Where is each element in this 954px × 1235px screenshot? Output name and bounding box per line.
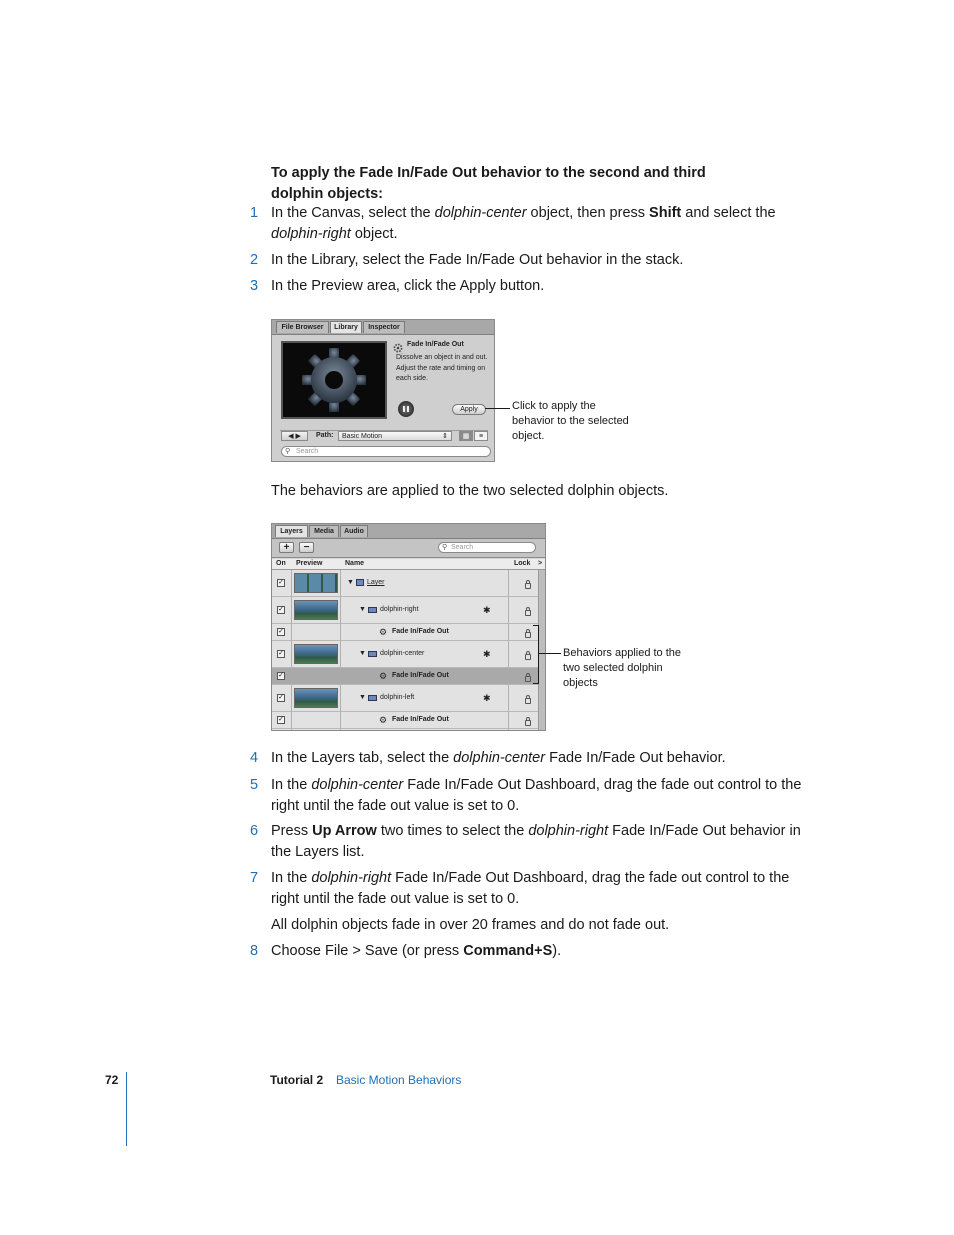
callout-bracket [533,625,539,684]
note-text: All dolphin objects fade in over 20 frames and do not fade out. [271,917,670,933]
behavior-row[interactable] [272,624,538,641]
step-number: 6 [250,823,259,839]
icon-view-button[interactable] [459,431,473,441]
text-run: Fade In/Fade Out behavior in the Layers list. [271,823,801,860]
behavior-gear-icon[interactable]: ✱ [483,605,491,615]
layer-group-icon [356,579,364,586]
behavior-gear-icon: ⚙ [379,715,388,725]
pause-icon [399,402,413,416]
tab-inspector[interactable]: Inspector [363,321,405,333]
plus-icon: + [283,542,290,553]
back-forward-buttons[interactable] [281,431,308,441]
library-tab-bar [272,320,494,335]
gear-icon [283,343,385,417]
remove-layer-button[interactable] [299,542,314,553]
object-thumbnail [294,688,338,708]
row-name: dolphin-right [380,606,419,613]
object-enable-checkbox[interactable]: ✓ [278,694,284,701]
lock-icon[interactable] [525,720,531,726]
row-name: dolphin-center [380,650,425,657]
text-run: In the Canvas, select the [271,205,435,221]
italic-run: dolphin-right [271,226,351,242]
layers-list [272,570,538,731]
behavior-row[interactable] [272,712,538,729]
layers-panel-screenshot [271,523,546,731]
behavior-gear-icon [393,340,403,350]
result-text: The behaviors are applied to the two selected dolphin objects. [271,483,669,499]
text-run: Fade In/Fade Out Dashboard, drag the fade out control to the right until the fade out value is set to 0. [271,870,790,907]
callout-line [485,408,510,409]
step-text [271,203,821,245]
step-number: 5 [250,777,259,793]
layers-toolbar [272,539,545,558]
text-run: ). [552,943,562,959]
minus-icon: − [303,542,310,553]
italic-run: dolphin-right [528,823,609,839]
image-icon [368,695,377,701]
object-enable-checkbox[interactable]: ✓ [278,606,284,613]
row-name: Fade In/Fade Out [392,672,449,679]
bold-run: Command+S [463,943,553,959]
image-icon [368,651,377,657]
tab-layers[interactable]: Layers [275,525,308,537]
scrollbar[interactable] [538,570,545,731]
text-run: and select the [681,205,776,221]
text-run: two times to select the [376,823,529,839]
text-run: In the [271,870,312,886]
disclosure-triangle-icon[interactable]: ▼ [359,606,366,613]
row-name: Fade In/Fade Out [392,628,449,635]
behavior-enable-checkbox[interactable]: ✓ [278,716,284,723]
pause-button[interactable] [398,401,414,417]
lock-icon[interactable] [525,583,531,589]
behavior-gear-icon: ⚙ [379,627,388,637]
step-text [271,250,821,271]
list-icon: ≡ [478,433,484,440]
step-number: 3 [250,278,259,294]
object-row[interactable] [272,641,538,668]
preview-area [281,341,387,419]
text-run: Fade In/Fade Out Dashboard, drag the fade out control to the right until the fade out value is set to 0. [271,777,802,814]
step-text [271,775,821,817]
col-name[interactable]: Name [345,560,365,567]
col-lock[interactable]: Lock [514,560,531,567]
apply-callout: Click to apply the behavior to the selected object. [512,400,629,442]
grid-icon: ▦ [462,433,470,440]
behavior-enable-checkbox[interactable]: ✓ [278,672,284,679]
apply-button[interactable]: Apply [452,404,486,415]
object-thumbnail [294,644,338,664]
search-placeholder: Search [296,448,319,455]
text-run: Choose File > Save (or press [271,943,464,959]
forward-arrow-icon[interactable]: ▶ [295,433,301,440]
object-row[interactable] [272,597,538,624]
disclosure-triangle-icon[interactable]: ▼ [347,579,354,586]
text-run: In the Library, select the Fade In/Fade Out behavior in the stack. [271,252,684,268]
step-text [271,821,821,863]
layer-enable-checkbox[interactable]: ✓ [278,579,284,586]
procedure-heading: To apply the Fade In/Fade Out behavior to the second and third dolphin objects: [271,165,706,202]
text-run: object. [350,226,398,242]
footer-title: Basic Motion Behaviors [336,1073,462,1087]
row-name: Layer [367,579,385,586]
footer-chapter: Tutorial 2 [270,1073,324,1087]
layer-row[interactable] [272,570,538,597]
callout-line [539,653,561,654]
italic-run: dolphin-center [434,205,527,221]
bold-run: Shift [649,205,682,221]
lock-icon[interactable] [525,632,531,638]
lock-icon[interactable] [525,654,531,660]
text-run: Press [271,823,313,839]
behavior-gear-icon[interactable]: ✱ [483,649,491,659]
layers-tab-bar [272,524,545,539]
step-text [271,748,821,769]
lock-icon[interactable] [525,676,531,682]
disclosure-triangle-icon[interactable]: ▼ [359,694,366,701]
search-icon: ⚲ [285,448,291,455]
search-icon: ⚲ [442,544,448,551]
layers-column-header [272,559,545,570]
behavior-title: Fade In/Fade Out [407,341,464,348]
italic-run: dolphin-right [311,870,392,886]
behavior-row-selected[interactable] [272,668,538,685]
lock-icon[interactable] [525,610,531,616]
step-text [271,941,821,962]
italic-run: dolphin-center [311,777,404,793]
list-view-button[interactable] [474,431,488,441]
row-name: Fade In/Fade Out [392,716,449,723]
text-run: object, then press [526,205,650,221]
text-run: In the Preview area, click the Apply button. [271,278,545,294]
step-number: 2 [250,252,259,268]
step-number: 1 [250,205,259,221]
step-number: 7 [250,870,259,886]
tab-audio[interactable]: Audio [340,525,368,537]
text-run: Fade In/Fade Out behavior. [545,750,726,766]
page-number: 72 [105,1073,119,1087]
lock-icon[interactable] [525,698,531,704]
behavior-enable-checkbox[interactable]: ✓ [278,628,284,635]
search-placeholder: Search [451,544,474,551]
object-thumbnail [294,600,338,620]
bold-run: Up Arrow [312,823,377,839]
disclosure-triangle-icon[interactable]: ▼ [359,650,366,657]
text-run: In the Layers tab, select the [271,750,454,766]
behavior-gear-icon: ⚙ [379,671,388,681]
tab-file-browser[interactable]: File Browser [276,321,329,333]
tab-media[interactable]: Media [309,525,339,537]
add-layer-button[interactable] [279,542,294,553]
behavior-description: Dissolve an object in and out. Adjust the rate and timing on each side. [396,354,488,382]
search-input[interactable] [281,446,491,457]
col-preview[interactable]: Preview [296,560,323,567]
path-select-value: Basic Motion [342,433,383,440]
col-more-icon[interactable]: > [538,560,543,567]
path-label: Path: [316,432,334,439]
row-name: dolphin-left [380,694,415,701]
text-run: In the [271,777,312,793]
layers-search-input[interactable] [438,542,536,553]
footer-rule [126,1072,127,1146]
step-number: 4 [250,750,259,766]
updown-arrow-icon: ⇕ [442,433,448,440]
col-on[interactable]: On [276,560,286,567]
object-enable-checkbox[interactable]: ✓ [278,650,284,657]
behaviors-callout: Behaviors applied to the two selected dolphin objects [563,647,682,689]
object-row[interactable] [272,685,538,712]
behavior-gear-icon[interactable]: ✱ [483,693,491,703]
library-panel-screenshot [271,319,495,462]
path-select[interactable] [338,431,452,441]
layer-thumbnail [294,573,338,593]
step-text [271,868,821,910]
back-arrow-icon[interactable]: ◀ [288,433,294,440]
step-number: 8 [250,943,259,959]
image-icon [368,607,377,613]
step-text [271,276,821,297]
italic-run: dolphin-center [453,750,546,766]
tab-library[interactable]: Library [330,321,362,333]
